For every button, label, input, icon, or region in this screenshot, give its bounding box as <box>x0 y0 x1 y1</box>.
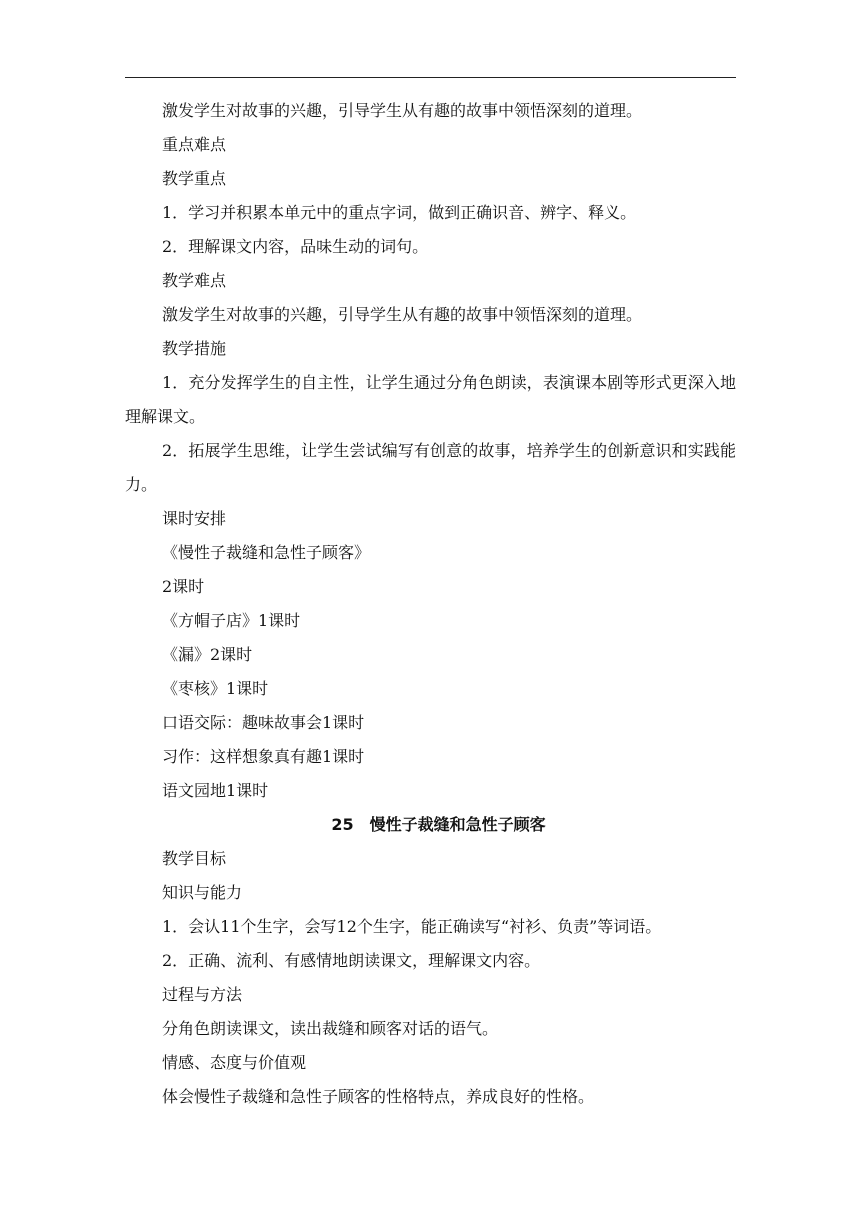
subsection-heading: 教学难点 <box>162 271 227 290</box>
paragraph: 分角色朗读课文，读出裁缝和顾客对话的语气。 <box>162 1019 499 1038</box>
paragraph: 激发学生对故事的兴趣，引导学生从有趣的故事中领悟深刻的道理。 <box>162 101 643 120</box>
paragraph: 体会慢性子裁缝和急性子顾客的性格特点，养成良好的性格。 <box>162 1087 595 1106</box>
subsection-heading: 过程与方法 <box>162 985 243 1004</box>
schedule-item: 语文园地1课时 <box>162 781 269 800</box>
subsection-heading: 情感、态度与价值观 <box>162 1053 307 1072</box>
paragraph: 激发学生对故事的兴趣，引导学生从有趣的故事中领悟深刻的道理。 <box>162 305 643 324</box>
list-item: 1．学习并积累本单元中的重点字词，做到正确识音、辨字、释义。 <box>162 203 637 222</box>
schedule-item: 《方帽子店》1课时 <box>162 611 301 630</box>
schedule-item: 《枣核》1课时 <box>162 679 269 698</box>
schedule-item: 《漏》2课时 <box>162 645 253 664</box>
section-heading: 教学措施 <box>162 339 227 358</box>
lesson-title: 25 慢性子裁缝和急性子顾客 <box>331 815 546 834</box>
list-item: 1．充分发挥学生的自主性，让学生通过分角色朗读，表演课本剧等形式更深入地理解课文。 <box>125 373 736 426</box>
subsection-heading: 教学重点 <box>162 169 227 188</box>
document-body <box>125 94 736 1114</box>
schedule-item: 习作：这样想象真有趣1课时 <box>162 747 365 766</box>
header-rule <box>125 77 736 78</box>
schedule-item: 口语交际：趣味故事会1课时 <box>162 713 365 732</box>
subsection-heading: 知识与能力 <box>162 883 243 902</box>
list-item: 2．拓展学生思维，让学生尝试编写有创意的故事，培养学生的创新意识和实践能力。 <box>125 441 736 494</box>
list-item: 2．正确、流利、有感情地朗读课文，理解课文内容。 <box>162 951 541 970</box>
schedule-item: 2课时 <box>162 577 205 596</box>
schedule-item: 《慢性子裁缝和急性子顾客》 <box>162 543 371 562</box>
section-heading: 教学目标 <box>162 849 227 868</box>
list-item: 1．会认11个生字，会写12个生字，能正确读写“衬衫、负责”等词语。 <box>162 917 662 936</box>
section-heading: 课时安排 <box>162 509 227 528</box>
list-item: 2．理解课文内容，品味生动的词句。 <box>162 237 429 256</box>
section-heading: 重点难点 <box>162 135 227 154</box>
